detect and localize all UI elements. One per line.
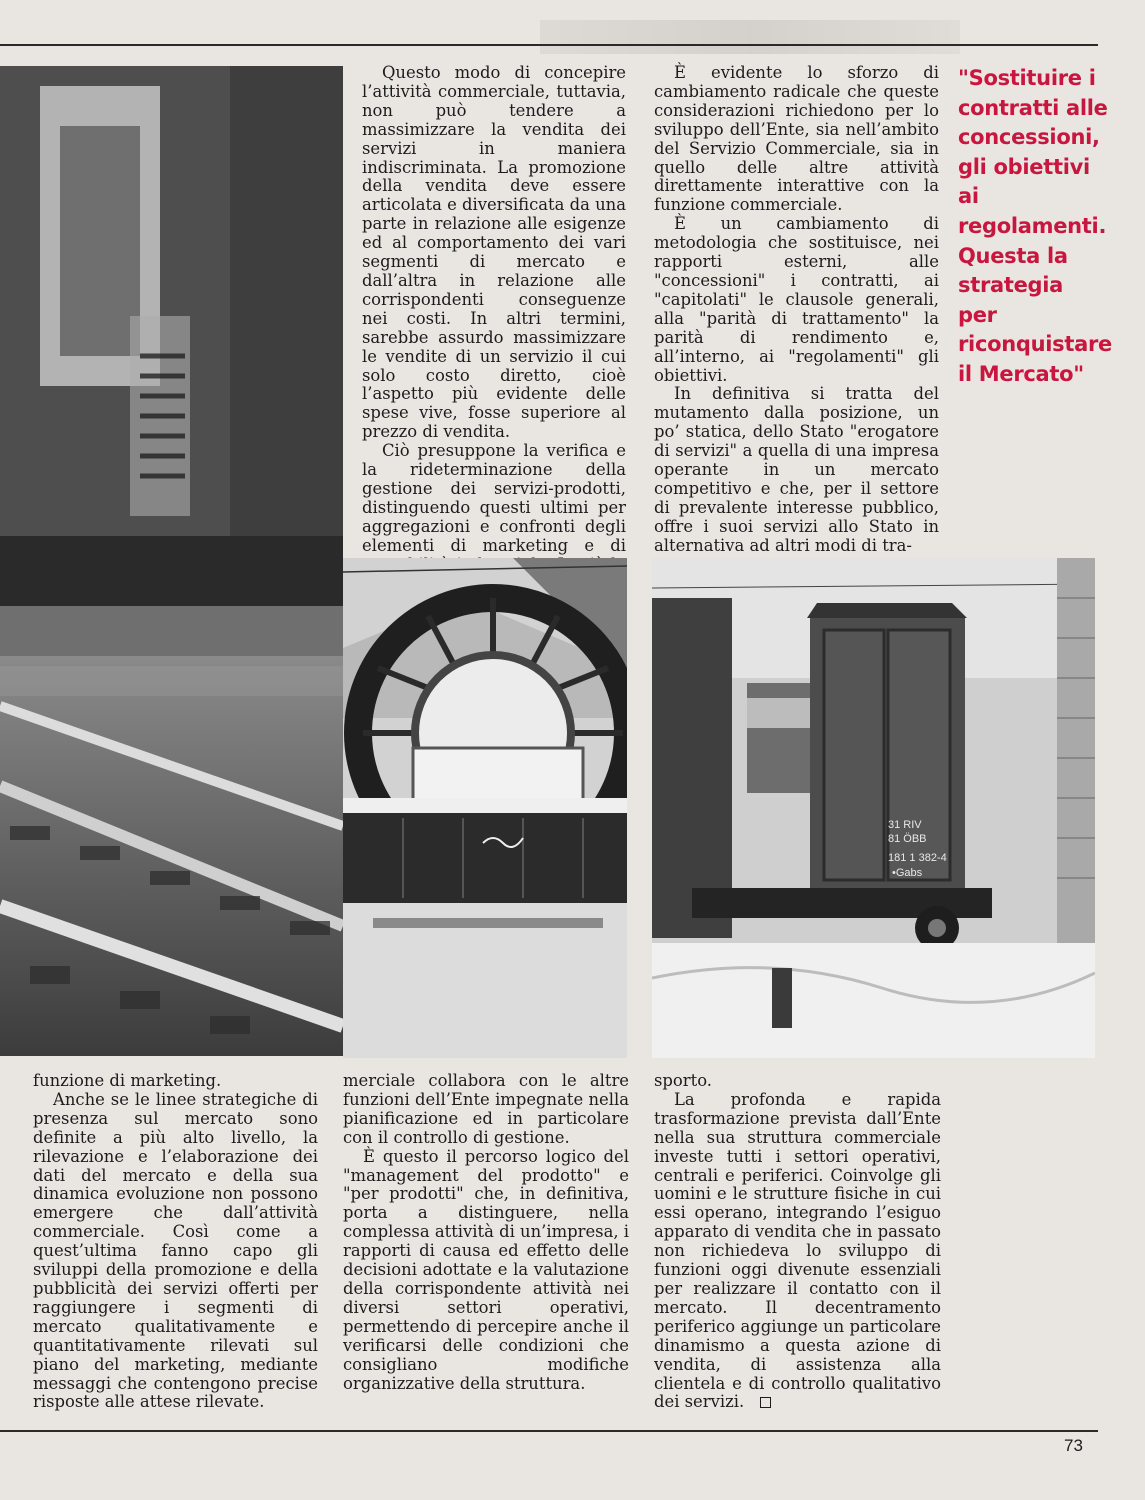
paragraph: funzione di marketing. xyxy=(33,1071,222,1090)
page-number: 73 xyxy=(1064,1436,1083,1455)
article-column-3-bottom xyxy=(654,1072,941,1412)
photo-train-tracks xyxy=(0,66,343,1056)
end-of-article-icon xyxy=(760,1397,771,1408)
wagon-marking: 81 ÖBB xyxy=(888,833,927,845)
paragraph: È evidente lo sforzo di cambiamento radicale che queste considerazioni richiedono per lo sviluppo dell’Ente, sia nell’ambito del Servizio Commerciale, sia in quello delle altre attività direttamente interattive con la funzione commerciale. xyxy=(654,63,939,215)
article-column-2-bottom xyxy=(343,1072,629,1393)
wagon-marking: 31 RIV xyxy=(888,819,922,831)
article-column-1-bottom xyxy=(33,1072,318,1412)
bottom-rule xyxy=(0,1430,1098,1432)
paragraph: Anche se le linee strategiche di presenza sul mercato sono definite a più alto livello, la rilevazione e l’elaborazione dei dati del mercato e della sua dinamica evoluzione non possono emergere che dall’attività commerciale. Così come a quest’ultima fanno capo gli sviluppi della promozione e della pubblicità dei servizi offerti per raggiungere i segmenti di mercato qualitativamente e quantitativamente rilevati sul piano del marketing, mediante messaggi che contengono precise risposte alle attese rilevate. xyxy=(33,1089,318,1412)
article-column-2-top xyxy=(362,64,626,593)
paragraph: In definitiva si tratta del mutamento dalla posizione, un po’ statica, dello Stato "erogatore di servizi" a quella di una impresa operante in un mercato competitivo e che, per il settore di prevalente interesse pubblico, offre i suoi servizi allo Stato in alternativa ad altri modi di tra- xyxy=(654,384,939,555)
paragraph: Questo modo di concepire l’attività commerciale, tuttavia, non può tendere a massimizzare la vendita dei servizi in maniera indiscriminata. La promozione della vendita deve essere articolata e diversificata da una parte in relazione alle esigenze ed al comportamento dei vari segmenti di mercato e dall’altra in relazione alle corrispondenti conseguenze nei costi. In altri termini, sarebbe assurdo massimizzare le vendite di un servizio il cui solo costo diretto, cioè l’aspetto più evidente delle spese vive, fosse superiore al prezzo di vendita. xyxy=(362,63,626,442)
wagon-marking: 181 1 382-4 xyxy=(888,852,947,864)
paragraph-text: La profonda e rapida trasformazione prevista dall’Ente nella sua struttura commerciale investe tutti i settori operativi, centrali e periferici. Coinvolge gli uomini e le strutture fisiche in cui essi operano, integrando l’esiguo apparato di vendita che in passato non richiedeva lo sviluppo di funzioni oggi divenute essenziali per realizzare il contatto con il mercato. Il decentramento periferico aggiunge un particolare dinamismo a questa azione di vendita, di assistenza alla clientela e di controllo qualitativo dei servizi. xyxy=(654,1089,941,1412)
top-rule xyxy=(0,44,1098,46)
paragraph: È un cambiamento di metodologia che sostituisce, nei rapporti esterni, alle "concessioni" i contratti, ai "capitolati" le clausole generali, alla "parità di trattamento" la parità di rendimento e, all’interno, ai "regolamenti" gli obiettivi. xyxy=(654,214,939,385)
paragraph: È questo il percorso logico del "management del prodotto" e "per prodotti" che, in definitiva, porta a distinguere, nella complessa attività di un’impresa, i rapporti di causa ed effetto delle decisioni adottate e la valutazione della corrispondente attività nei diversi settori operativi, permettendo di percepire anche il verificarsi delle condizioni che consigliano modifiche organizzative della struttura. xyxy=(343,1146,630,1393)
pull-quote: "Sostituire i contratti alle concessioni, gli obiettivi ai regolamenti. Questa la strategia per riconquistare il Mercato" xyxy=(958,66,1112,386)
article-column-3-top xyxy=(654,64,939,556)
photo-wagon-circular-load xyxy=(343,558,627,1058)
paragraph: sporto. xyxy=(654,1071,712,1090)
paragraph xyxy=(654,1091,941,1412)
faded-header-band xyxy=(540,20,960,54)
photo-freight-wagons-snow xyxy=(652,558,1095,1058)
paragraph: Ciò presuppone la verifica e la rideterminazione della gestione dei servizi-prodotti, distinguendo questi ultimi per aggregazioni e confronti degli elementi di marketing e di xyxy=(362,441,626,555)
wagon-marking: •Gabs xyxy=(892,867,923,879)
paragraph: merciale collabora con le altre funzioni dell’Ente impegnate nella pianificazione ed in particolare con il controllo di gestione. xyxy=(343,1071,629,1147)
